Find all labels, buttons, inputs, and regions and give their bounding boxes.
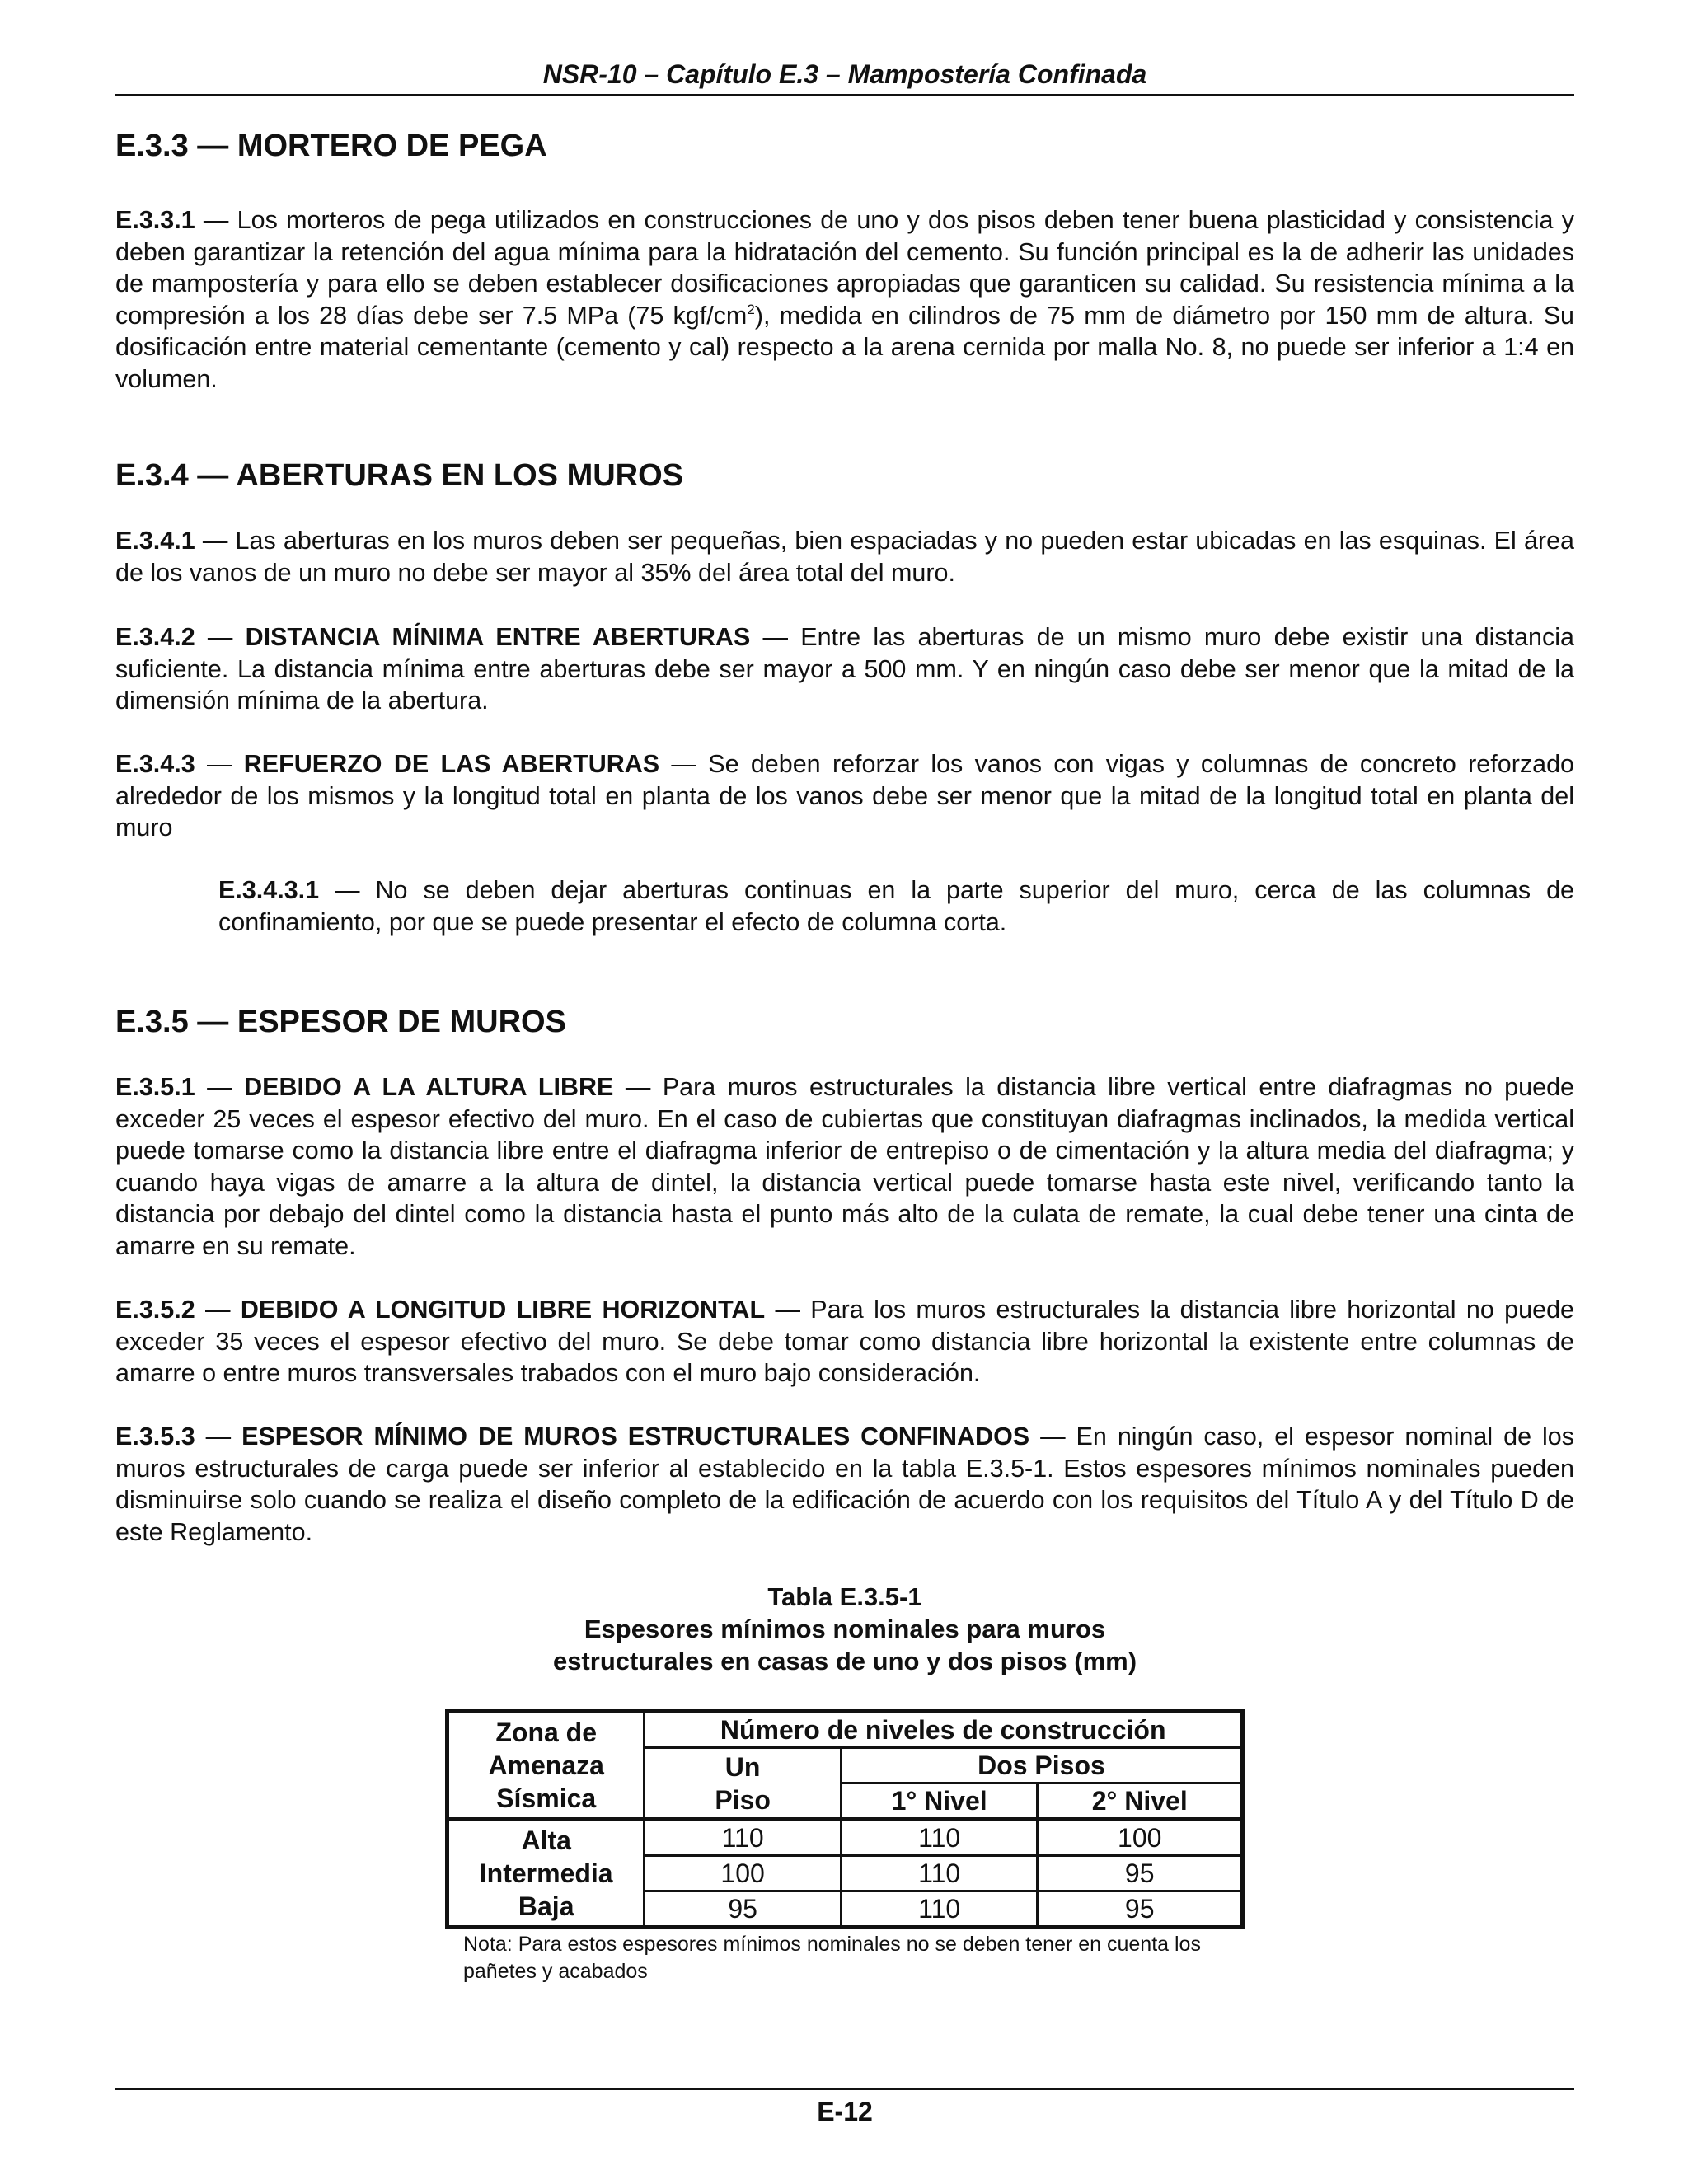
table-caption-number: Tabla E.3.5-1 [767,1582,922,1611]
footer-divider [115,2088,1574,2090]
paragraph-text: ), medida en cilindros de 75 mm de diámetro por 150 mm de altura. Su dosificación entre material cementante (cemento y cal) respecto a la arena cernida por malla No. 8, no puede ser inferior a 1:4 en volumen. [115,301,1574,393]
level2-header-cell: 2° Nivel [1038,1783,1243,1820]
paragraph-e3353: E.3.5.3 — ESPESOR MÍNIMO DE MUROS ESTRUCTURALES CONFINADOS — En ningún caso, el espesor nominal de los muros estructurales de carga puede ser inferior al establecido en la tabla E.3.5-1. Estos espesores mínimos nominales pueden disminuirse solo cuando se realiza el diseño completo de la edificación de acuerdo con los requisitos del Título A y del Título D de este Reglamento. [115,1422,1574,1546]
clause-id: E.3.4.3 [115,750,195,778]
paragraph-text: — En ningún caso, el espesor nominal de los muros estructurales de carga puede ser inferior al establecido en la tabla E.3.5-1. Estos espesores mínimos nominales pueden disminuirse solo cuando se realiza el diseño completo de la edificación de acuerdo con los requisitos del Título A y del Título D de este Reglamento. [115,1422,1574,1546]
zone-header-line: Sísmica [496,1783,597,1813]
one-floor-header-line: Un [724,1751,761,1782]
zone-header-cell [448,1712,645,1820]
zone-label: Baja [518,1891,574,1921]
table-cell: 95 [645,1891,842,1928]
two-floors-header-cell: Dos Pisos [841,1748,1242,1783]
table-caption-title: Espesores mínimos nominales para muros [584,1615,1106,1643]
clause-id: E.3.5.1 [115,1073,195,1101]
paragraph-text: — Para muros estructurales la distancia libre vertical entre diafragmas no puede exceder 25 veces el espesor efectivo del muro. En el caso de cubiertas que constituyan diafragmas inclinados, la medida vertical puede tomarse como la distancia libre entre el diafragma inferior de entrepiso o de cimentación y la altura media del diafragma; y cuando haya vigas de amarre a la altura de dintel, la distancia vertical puede tomarse hasta este nivel, verificando tanto la distancia por debajo del dintel como la distancia hasta el punto más alto de la culata de remate, la cual debe tener una cinta de amarre en su remate. [115,1073,1575,1260]
header-divider [115,94,1574,96]
zone-label: Intermedia [479,1858,613,1888]
section-title-e335: E.3.5 — ESPESOR DE MUROS [115,1005,566,1039]
paragraph-e3343: E.3.4.3 — REFUERZO DE LAS ABERTURAS — Se deben reforzar los vanos con vigas y columnas de concreto reforzado alrededor de los mismos y la longitud total en planta de los vanos debe ser menor que la mitad de la longitud total en planta del muro [115,750,1575,841]
paragraph-e33431 [218,874,1574,938]
table-note: Nota: Para estos espesores mínimos nominales no se deben tener en cuenta los pañetes y acabados [463,1933,1201,1983]
clause-id: E.3.4.2 [115,623,195,651]
paragraph-text: — Para los muros estructurales la distancia libre horizontal no puede exceder 35 veces el espesor efectivo del muro. Se debe tomar como distancia libre horizontal la existente entre columnas de amarre o entre muros transversales trabados con el muro bajo consideración. [115,1296,1574,1387]
zone-header-line: Amenaza [488,1750,604,1780]
clause-heading: ESPESOR MÍNIMO DE MUROS ESTRUCTURALES CONFINADOS [241,1422,1030,1451]
table-cell: 95 [1038,1856,1243,1891]
table-cell: 110 [841,1856,1038,1891]
clause-id: E.3.4.1 [115,527,195,555]
clause-heading: DEBIDO A LONGITUD LIBRE HORIZONTAL [240,1296,766,1324]
table-cell: 110 [645,1820,842,1856]
paragraph-text: — Se deben reforzar los vanos con vigas y columnas de concreto reforzado alrededor de los mismos y la longitud total en planta de los vanos debe ser menor que la mitad de la longitud total en planta del muro [115,750,1575,841]
levels-header-cell: Número de niveles de construcción [645,1712,1243,1748]
clause-id: E.3.5.3 [115,1422,195,1451]
table-caption-subtitle: estructurales en casas de uno y dos pisos (mm) [552,1647,1137,1675]
section-title-e334: E.3.4 — ABERTURAS EN LOS MUROS [115,458,684,493]
one-floor-header-cell [645,1748,842,1820]
superscript: 2 [747,301,755,317]
zone-label: Alta [521,1825,571,1855]
paragraph-text: — Los morteros de pega utilizados en construcciones de uno y dos pisos deben tener buena plasticidad y consistencia y deben garantizar la retención del agua mínima para la hidratación del cemento. Su función principal es la de adherir las unidades de mampostería y para ello se deben establecer dosificaciones apropiadas que garanticen su calidad. Su resistencia mínima a la compresión a los 28 días debe ser 7.5 MPa (75 kgf/cm [115,206,1574,330]
table-cell: 95 [1038,1891,1243,1928]
paragraph-e3331 [115,204,1574,395]
zone-header-line: Zona de [495,1718,598,1747]
clause-id: E.3.5.2 [115,1296,195,1324]
paragraph-e3352: E.3.5.2 — DEBIDO A LONGITUD LIBRE HORIZONTAL — Para los muros estructurales la distancia libre horizontal no puede exceder 35 veces el espesor efectivo del muro. Se debe tomar como distancia libre horizontal la existente entre columnas de amarre o entre muros transversales trabados con el muro bajo consideración. [115,1296,1574,1387]
table-cell: 100 [1038,1820,1243,1856]
clause-id: E.3.3.1 [115,206,195,234]
paragraph-text: — Entre las aberturas de un mismo muro debe existir una distancia suficiente. La distancia mínima entre aberturas debe ser mayor a 500 mm. Y en ningún caso debe ser menor que la mitad de la dimensión mínima de la abertura. [115,623,1575,715]
paragraph-e3342: E.3.4.2 — DISTANCIA MÍNIMA ENTRE ABERTURAS — Entre las aberturas de un mismo muro debe existir una distancia suficiente. La distancia mínima entre aberturas debe ser mayor a 500 mm. Y en ningún caso debe ser menor que la mitad de la dimensión mínima de la abertura. [115,623,1575,715]
table-cell: 100 [645,1856,842,1891]
paragraph-e3341 [115,525,1574,588]
page-number: E-12 [817,2097,873,2126]
table-cell: 110 [841,1891,1038,1928]
clause-heading: DEBIDO A LA ALTURA LIBRE [244,1073,614,1101]
clause-id: E.3.4.3.1 [218,876,320,904]
page-header: NSR-10 – Capítulo E.3 – Mampostería Confinada [542,59,1147,89]
paragraph-text: — No se deben dejar aberturas continuas en la parte superior del muro, cerca de las columnas de confinamiento, por que se puede presentar el efecto de columna corta. [218,876,1574,936]
level1-header-cell: 1° Nivel [841,1783,1038,1820]
paragraph-e3351: E.3.5.1 — DEBIDO A LA ALTURA LIBRE — Para muros estructurales la distancia libre vertical entre diafragmas no puede exceder 25 veces el espesor efectivo del muro. En el caso de cubiertas que constituyan diafragmas inclinados, la medida vertical puede tomarse como la distancia libre entre el diafragma inferior de entrepiso o de cimentación y la altura media del diafragma; y cuando haya vigas de amarre a la altura de dintel, la distancia vertical puede tomarse hasta este nivel, verificando tanto la distancia por debajo del dintel como la distancia hasta el punto más alto de la culata de remate, la cual debe tener una cinta de amarre en su remate. [115,1073,1575,1260]
one-floor-header-line: Piso [715,1784,771,1815]
clause-heading: DISTANCIA MÍNIMA ENTRE ABERTURAS [245,623,751,651]
paragraph-text: — Las aberturas en los muros deben ser pequeñas, bien espaciadas y no pueden estar ubicadas en las esquinas. El área de los vanos de un muro no debe ser mayor al 35% del área total del muro. [115,527,1574,587]
table-cell: 110 [841,1820,1038,1856]
clause-heading: REFUERZO DE LAS ABERTURAS [243,750,660,778]
section-title-e333: E.3.3 — MORTERO DE PEGA [115,129,547,163]
thickness-table [445,1709,1245,1929]
zones-cell [448,1820,645,1928]
